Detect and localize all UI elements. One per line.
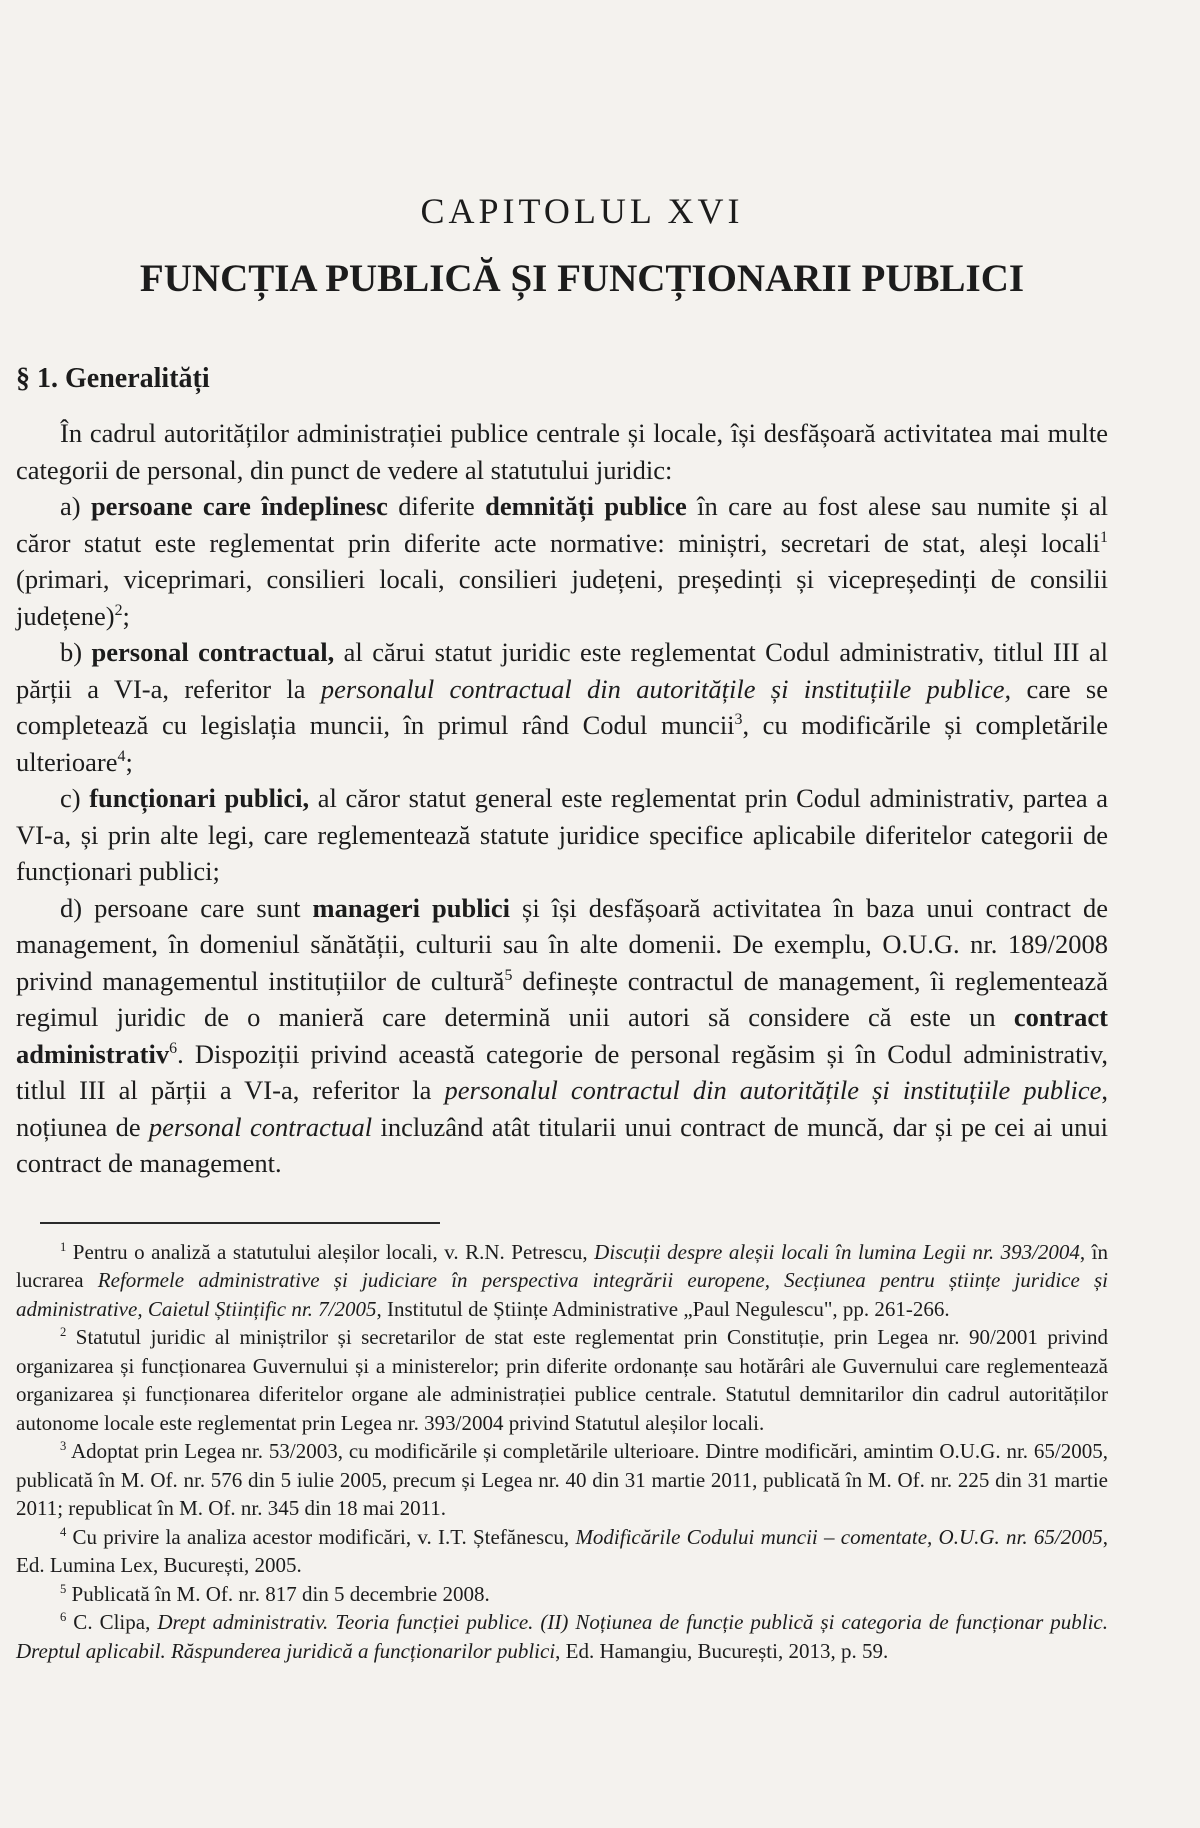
text-run: Statutul juridic al miniștrilor și secretarilor de stat este reglementat prin Constituție, prin Legea nr. 90/2001 privind organizarea și funcționarea Guvernului și a ministerelor; prin diferite ordonanțe sau hotărâri ale Guvernului care reglementează organizarea și funcționarea diferitelor organe ale administrației publice centrale. Statutul demnitarilor din cadrul autorităților autonome locale este reglementat prin Legea nr. 393/2004 privind Statutul aleșilor locali.: [16, 1325, 1108, 1435]
text-run: , noțiunea de: [16, 1075, 1108, 1142]
text-run: C. Clipa,: [66, 1610, 158, 1634]
text-run: , Ed. Hamangiu, București, 2013, p. 59.: [555, 1638, 889, 1663]
list-marker: c): [60, 783, 90, 813]
text-run: , în lucrarea: [16, 1239, 1109, 1292]
text-run: definește contractul de management, îi reglementează regimul juridic de o manieră care determină unii autori să considere că este un: [16, 965, 1108, 1032]
footnote-number: 1: [60, 1239, 67, 1254]
text-run: și își desfășoară activitatea în baza unui contract de management, în domeniul sănătății, culturii sau în alte domenii. De exemplu, O.U.G. nr. 189/2008 privind managementul instituțiilor de cultură: [16, 892, 1109, 996]
text-run: diferite: [387, 491, 486, 521]
footnote-number: 6: [60, 1610, 67, 1624]
italic-term: personalul contractual din autoritățile și instituțiile publice,: [320, 673, 1012, 704]
text-run: persoane care sunt: [94, 892, 313, 923]
footnote-number: 5: [60, 1581, 67, 1596]
list-marker: a): [60, 491, 91, 521]
text-run: care se completează cu legislația muncii, în primul rând Codul muncii: [16, 673, 1108, 740]
footnote-ref: 5: [504, 966, 513, 984]
bold-term: funcționari publici,: [89, 783, 310, 813]
footnote-5: [16, 1580, 1108, 1609]
footnote-ref: 6: [169, 1039, 178, 1057]
text-run: în care au fost alese sau numite și al căror statut este reglementat prin diferite acte normative: miniștri, secretari de stat, aleși locali: [16, 491, 1109, 558]
footnote-3: [16, 1437, 1108, 1523]
footnote-1: [16, 1238, 1108, 1324]
text-run: , Institutul de Științe Administrative „Paul Negulescu", pp. 261-266.: [376, 1296, 950, 1321]
footnote-2: [16, 1323, 1108, 1437]
text-run: Adoptat prin Legea nr. 53/2003, cu modificările și completările ulterioare. Dintre modificări, amintim O.U.G. nr. 65/2005, publicată în M. Of. nr. 576 din 5 iulie 2005, precum și Legea nr. 40 din 31 martie 2011, publicată în M. Of. nr. 225 din 31 martie 2011; republicat în M. Of. nr. 345 din 18 mai 2011.: [16, 1439, 1108, 1520]
section-heading: § 1. Generalități: [16, 363, 210, 394]
text-run: ;: [122, 600, 130, 631]
italic-term: Discuții despre aleșii locali în lumina Legii nr. 393/2004: [594, 1239, 1080, 1264]
paragraph-c: [16, 780, 1108, 890]
paragraph-intro: În cadrul autorităților administrației publice centrale și locale, își desfășoară activitatea mai multe categorii de personal, din punct de vedere al statutului juridic:: [16, 418, 1108, 485]
italic-term: Drept administrativ. Teoria funcției publice. (II) Noțiunea de funcție publică și categoria de funcționar public. Dreptul aplicabil. Răspunderea juridică a funcționarilor publici: [16, 1610, 1108, 1663]
text-run: , Ed. Lumina Lex, București, 2005.: [16, 1524, 1108, 1577]
chapter-title: FUNCȚIA PUBLICĂ ȘI FUNCȚIONARII PUBLICI: [139, 257, 1025, 300]
list-marker: d): [60, 892, 95, 923]
footnotes: [16, 1238, 1108, 1666]
bold-term: demnități publice: [485, 491, 687, 521]
bold-term: manageri publici: [312, 892, 511, 923]
footnote-ref: 3: [734, 711, 743, 729]
chapter-label: CAPITOLUL XVI: [420, 191, 744, 231]
footnote-divider: [40, 1222, 440, 1224]
paragraph-b: [16, 634, 1108, 780]
footnote-4: [16, 1523, 1108, 1580]
italic-term: personal contractual: [148, 1111, 373, 1142]
text-run: al căror statut general este reglementat prin Codul administrativ, partea a VI-a, și prin alte legi, care reglementează statute juridice specifice aplicabile diferitelor categorii de funcționari publici;: [16, 783, 1108, 886]
italic-term: personalul contractul din autoritățile și instituțiile publice: [444, 1075, 1102, 1105]
italic-term: Modificările Codului muncii – comentate, O.U.G. nr. 65/2005: [575, 1524, 1103, 1549]
bold-term: persoane care îndeplinesc: [90, 491, 388, 521]
footnote-6: [16, 1608, 1108, 1665]
body-text: [16, 415, 1108, 1182]
bold-term: personal contractual,: [91, 637, 335, 667]
bold-term: contract administrativ: [16, 1002, 1108, 1069]
footnote-ref: 4: [117, 747, 126, 765]
text-run: (primari, viceprimari, consilieri locali, consilieri județeni, președinți și vicepreședinți de consilii județene): [16, 564, 1108, 631]
footnote-ref: 1: [1100, 528, 1108, 546]
text-run: , cu modificările și completările ulterioare: [16, 710, 1108, 777]
paragraph-d: [16, 890, 1108, 1182]
text-run: Cu privire la analiza acestor modificări, v. I.T. Ștefănescu,: [66, 1524, 576, 1549]
list-marker: b): [60, 637, 92, 667]
footnote-ref: 2: [114, 601, 123, 619]
footnote-number: 4: [60, 1524, 67, 1539]
text-run: ;: [125, 746, 133, 777]
italic-term: Reformele administrative și judiciare în perspectiva integrării europene, Secțiunea pentru științe juridice și administrative, Caietul Științific nr. 7/2005: [16, 1268, 1108, 1321]
footnote-number: 2: [60, 1325, 67, 1339]
footnote-number: 3: [60, 1439, 67, 1453]
text-run: Pentru o analiză a statutului aleșilor locali, v. R.N. Petrescu,: [66, 1239, 595, 1264]
paragraph-a: [16, 488, 1108, 634]
text-run: Publicată în M. Of. nr. 817 din 5 decembrie 2008.: [66, 1581, 490, 1606]
text-run: al cărui statut juridic este reglementat Codul administrativ, titlul III al părții a VI-a, referitor la: [16, 637, 1108, 704]
text-run: . Dispoziții privind această categorie de personal regăsim și în Codul administrativ, titlul III al părții a VI-a, referitor la: [16, 1038, 1108, 1105]
text-run: incluzând atât titularii unui contract de muncă, dar și pe cei ai unui contract de management.: [16, 1111, 1108, 1178]
